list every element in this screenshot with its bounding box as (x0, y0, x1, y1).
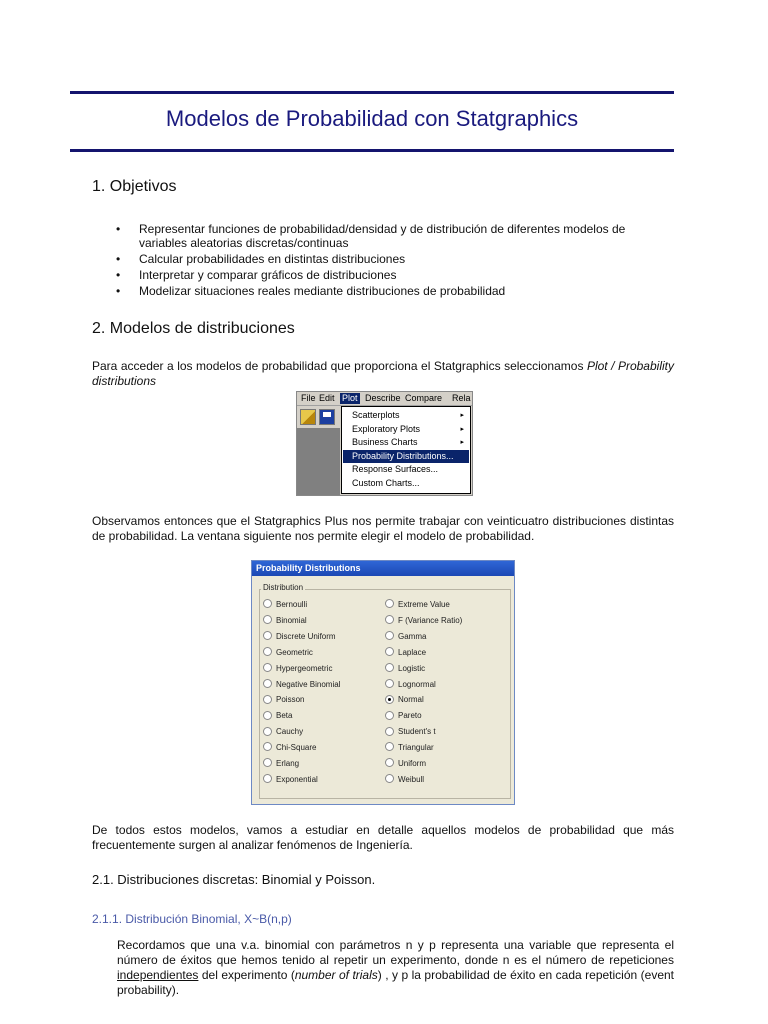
radio-label: Chi-Square (276, 743, 317, 753)
radio-beta[interactable] (263, 710, 292, 722)
var-n: n (405, 938, 413, 952)
radio-extreme-value[interactable] (385, 599, 450, 611)
radio-label: F (Variance Ratio) (398, 615, 463, 625)
submenu-arrow-icon: ▸ (460, 425, 464, 433)
binomial-text-e: del experimento ( (198, 968, 295, 982)
radio-label: Lognormal (398, 679, 436, 689)
radio-erlang[interactable] (263, 758, 299, 770)
radio-label: Discrete Uniform (276, 631, 336, 641)
menu-file[interactable]: File (301, 393, 316, 403)
binomial-text-d: es el número de repeticiones (509, 953, 674, 967)
radio-label: Triangular (398, 743, 434, 753)
radio-exponential[interactable] (263, 774, 318, 786)
section-discretas-text: 2.1. Distribuciones discretas: Binomial y Poisson (92, 872, 372, 887)
radio-pareto[interactable] (385, 710, 422, 722)
radio-lognormal[interactable] (385, 679, 436, 691)
probability-distributions-dialog (251, 560, 515, 805)
binomial-text-c: representa una variable que representa el número de éxitos que hemos tenido al repetir un experimento, donde (117, 938, 674, 967)
radio-circle-icon[interactable] (385, 663, 394, 672)
save-disk-icon[interactable] (319, 409, 335, 425)
radio-circle-icon[interactable] (385, 615, 394, 624)
distributions-paragraph: Observamos entonces que el Statgraphics Plus nos permite trabajar con veinticuatro distribuciones distintas de probabilidad. La ventana siguiente nos permite elegir el modelo de probabilidad. (92, 514, 674, 543)
intro-text: Para acceder a los modelos de probabilidad que proporciona el Statgraphics seleccionamos (92, 359, 587, 373)
radio-poisson[interactable] (263, 694, 304, 706)
menu-item-label: Custom Charts... (352, 477, 420, 488)
radio-circle-icon[interactable] (385, 647, 394, 656)
section-modelos-heading: 2. Modelos de distribuciones (92, 320, 295, 337)
radio-circle-icon[interactable] (263, 599, 272, 608)
radio-label: Exponential (276, 774, 318, 784)
toolbar-strip (297, 406, 340, 428)
objetivo-item: • Representar funciones de probabilidad/densidad y de distribución de diferentes modelos de variables aleatorias discretas/continuas (92, 222, 674, 250)
binomial-text-f: ) , y (377, 968, 402, 982)
objetivo-item: • Interpretar y comparar gráficos de distribuciones (92, 268, 674, 282)
radio-circle-icon[interactable] (263, 647, 272, 656)
menu-item-label: Business Charts (352, 437, 418, 447)
menu-item-label: Response Surfaces... (352, 464, 439, 474)
objetivos-list (92, 222, 674, 300)
radio-circle-icon[interactable] (263, 774, 272, 783)
radio-circle-icon[interactable] (385, 599, 394, 608)
radio-circle-icon[interactable] (263, 727, 272, 736)
radio-label: Erlang (276, 759, 300, 768)
radio-label: Negative Binomial (276, 679, 341, 689)
radio-discrete-uniform[interactable] (263, 631, 336, 643)
radio-binomial[interactable] (263, 615, 307, 627)
radio-hypergeometric[interactable] (263, 663, 332, 675)
distribution-group-label: Distribution (263, 583, 304, 592)
section-binomial-heading: 2.1.1. Distribución Binomial, X~B(n,p) (92, 912, 292, 926)
radio-label: Student's t (398, 727, 436, 737)
menu-item-response-surfaces[interactable] (343, 463, 469, 476)
menu-compare[interactable]: Compare (405, 393, 443, 403)
radio-label: Bernoulli (276, 600, 308, 609)
radio-f-variance-ratio[interactable] (385, 615, 462, 627)
radio-circle-icon[interactable] (263, 679, 272, 688)
independientes-text: independientes (117, 968, 199, 982)
submenu-arrow-icon: ▸ (460, 412, 464, 419)
menu-item-scatterplots[interactable] (343, 409, 469, 422)
section-objetivos-heading: 1. Objetivos (92, 178, 177, 195)
number-of-trials-text: number of trials (294, 968, 378, 982)
section-discretas-heading (92, 872, 375, 887)
toolbar-area (297, 406, 340, 495)
radio-geometric[interactable] (263, 647, 313, 659)
radio-label: Beta (276, 711, 293, 721)
menu-item-label: Exploratory Plots (352, 423, 421, 434)
menu-item-exploratory-plots[interactable] (343, 423, 469, 436)
radio-circle-icon[interactable] (385, 727, 394, 736)
var-n-2: n (502, 953, 510, 967)
radio-circle-icon[interactable] (263, 663, 272, 672)
submenu-arrow-icon: ▸ (460, 439, 464, 446)
objetivo-item: • Calcular probabilidades en distintas distribuciones (92, 252, 674, 266)
radio-label: Pareto (398, 711, 422, 721)
menu-plot[interactable]: Plot (342, 393, 358, 403)
radio-cauchy[interactable] (263, 726, 303, 738)
radio-circle-icon[interactable] (263, 631, 272, 640)
menu-item-custom-charts[interactable] (343, 477, 469, 490)
radio-label: Uniform (398, 759, 427, 768)
menu-item-label: Probability Distributions... (352, 450, 454, 461)
radio-label: Weibull (398, 774, 425, 784)
radio-circle-icon[interactable] (385, 679, 394, 688)
radio-circle-icon[interactable] (263, 742, 272, 751)
radio-circle-icon[interactable] (263, 695, 272, 704)
objetivo-item: • Modelizar situaciones reales mediante distribuciones de probabilidad (92, 284, 674, 298)
intro-paragraph (92, 359, 674, 389)
menu-bar (297, 392, 472, 406)
radio-circle-icon[interactable] (385, 758, 394, 767)
radio-laplace[interactable] (385, 647, 426, 659)
dialog-title: Probability Distributions (252, 561, 514, 576)
radio-circle-icon[interactable] (385, 774, 394, 783)
radio-normal[interactable] (385, 694, 424, 706)
radio-label: Extreme Value (398, 600, 450, 609)
radio-circle-icon[interactable] (385, 631, 394, 640)
radio-label: Logistic (398, 663, 426, 673)
menu-rela[interactable]: Rela (452, 393, 471, 403)
menu-item-label: Scatterplots (352, 410, 400, 420)
menu-item-probability-distributions[interactable] (343, 450, 469, 463)
radio-label: Hypergeometric (276, 663, 333, 673)
radio-weibull[interactable] (385, 774, 424, 786)
radio-label: Poisson (276, 695, 305, 705)
radio-circle-icon[interactable] (263, 711, 272, 720)
radio-bernoulli[interactable] (263, 599, 307, 611)
radio-uniform[interactable] (385, 758, 426, 770)
radio-circle-icon[interactable] (263, 615, 272, 624)
var-p: p (429, 938, 436, 952)
menu-describe[interactable]: Describe (365, 393, 401, 403)
radio-student-s-t[interactable] (385, 726, 436, 738)
radio-circle-icon[interactable] (385, 742, 394, 751)
radio-gamma[interactable] (385, 631, 426, 643)
var-p-2: p (401, 968, 409, 982)
radio-label: Gamma (398, 631, 427, 641)
study-paragraph: De todos estos modelos, vamos a estudiar en detalle aquellos modelos de probabilidad que más frecuentemente surgen al analizar fenómenos de Ingeniería. (92, 823, 674, 852)
radio-circle-icon[interactable] (385, 711, 394, 720)
open-folder-icon[interactable] (300, 409, 316, 425)
radio-negative-binomial[interactable] (263, 679, 340, 691)
binomial-text-g: la probabilidad de éxito en cada repetición (event probability). (117, 968, 674, 997)
binomial-text-a: Recordamos que una v.a. binomial con parámetros (117, 938, 406, 952)
menu-path-text: Plot / Probability distributions (92, 359, 674, 388)
radio-triangular[interactable] (385, 742, 434, 754)
radio-circle-icon[interactable] (385, 695, 394, 704)
page-title: Modelos de Probabilidad con Statgraphics (165, 106, 579, 131)
binomial-text-b: y (412, 938, 430, 952)
title-bottom-rule (70, 149, 674, 152)
binomial-paragraph (117, 938, 674, 998)
radio-label: Laplace (398, 647, 427, 657)
radio-label: Normal (398, 695, 424, 705)
plot-dropdown-menu (341, 406, 471, 494)
radio-circle-icon[interactable] (263, 758, 272, 767)
menu-item-business-charts[interactable] (343, 436, 469, 449)
menu-edit[interactable]: Edit (319, 393, 335, 403)
radio-label: Binomial (276, 615, 307, 625)
radio-label: Cauchy (276, 727, 304, 737)
radio-chi-square[interactable] (263, 742, 316, 754)
section-discretas-period: . (371, 872, 376, 887)
radio-logistic[interactable] (385, 663, 425, 675)
plot-menu-screenshot (296, 391, 473, 496)
radio-label: Geometric (276, 647, 313, 657)
top-rule (70, 91, 674, 94)
